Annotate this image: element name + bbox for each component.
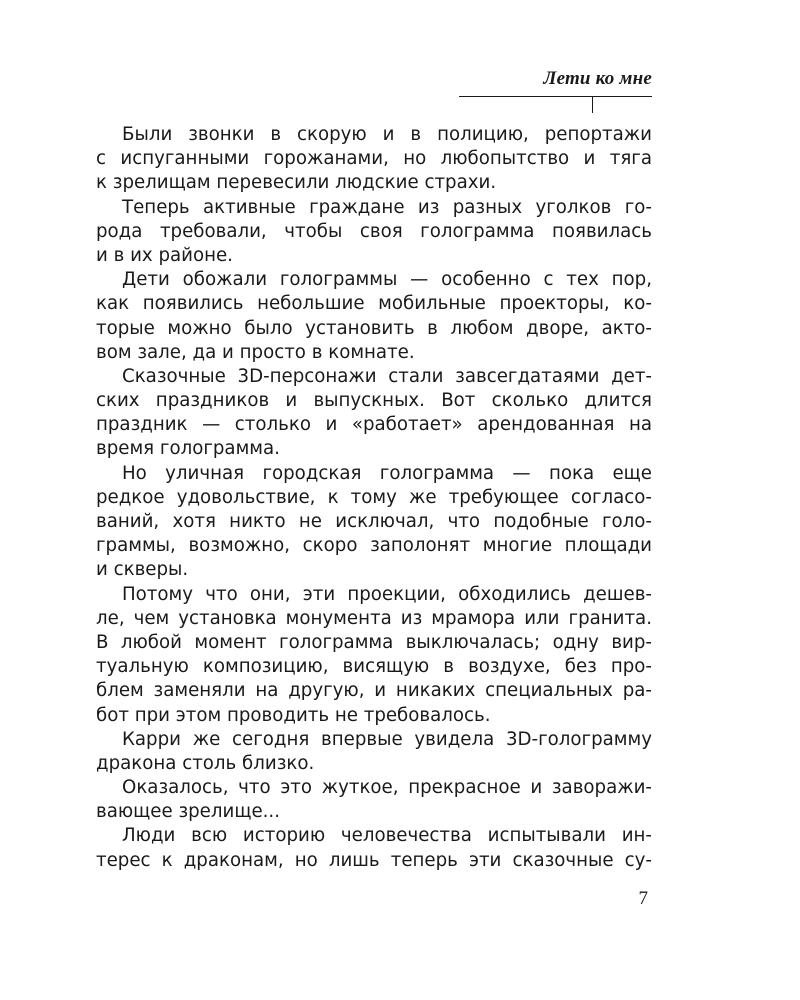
text-line: время голограмма. (96, 438, 280, 460)
text-line: Теперь активные граждане из разных уголков го- (122, 196, 652, 218)
text-line: рода требовали, чтобы своя голограмма появилась (96, 220, 652, 242)
text-line: к зрелищам перевесили людские страхи. (96, 172, 497, 194)
text-line: дракона столь близко. (96, 752, 315, 774)
text-line: ваний, хотя никто не исключал, что подобные голо- (96, 511, 652, 532)
header-rule-tick (592, 96, 593, 113)
text-line: Оказалось, что это жуткое, прекрасное и заворажи- (122, 777, 652, 799)
text-line: и в их районе. (96, 244, 233, 266)
text-line: Потому что они, эти проекции, обходились дешев- (122, 583, 652, 605)
text-line: вом зале, да и просто в комнате. (96, 341, 415, 363)
text-line: Сказочные 3D-персонажи стали завсегдатаями дет- (122, 365, 652, 387)
text-line: Но уличная городская голограмма — пока еще (122, 462, 652, 484)
text-line: терес к драконам, но лишь теперь эти сказочные су- (96, 849, 652, 871)
text-line: ских праздников и выпускных. Вот сколько длится (96, 390, 652, 412)
page-number: 7 (638, 888, 648, 909)
text-line: ле, чем установка монумента из мрамора или гранита. (96, 607, 652, 629)
text-line: с испуганными горожанами, но любопытство и тяга (96, 148, 652, 170)
text-line: Дети обожали голограммы — особенно с тех пор, (122, 269, 652, 291)
text-line: вающее зрелище... (96, 801, 280, 823)
header-rule (459, 96, 652, 97)
text-line: и скверы. (96, 559, 189, 581)
text-line: Карри же сегодня впервые увидела 3D-голограмму (122, 728, 652, 750)
text-line: бот при этом проводить не требовалось. (96, 704, 491, 726)
text-line: Были звонки в скорую и в полицию, репортажи (122, 124, 652, 145)
running-header-title: Лети ко мне (543, 68, 652, 89)
text-line: Люди всю историю человечества испытывали ин- (122, 825, 652, 847)
text-line: редкое удовольствие, к тому же требующее согласо- (96, 486, 652, 508)
text-line: блем заменяли на другую, и никаких специальных ра- (96, 680, 652, 702)
body-text (96, 123, 652, 873)
text-line: В любой момент голограмма выключалась; одну вир- (96, 631, 652, 653)
text-line: граммы, возможно, скоро заполонят многие площади (96, 535, 652, 557)
text-line: торые можно было установить в любом дворе, акто- (96, 317, 652, 339)
text-line: туальную композицию, висящую в воздухе, без про- (96, 656, 652, 678)
text-line: праздник — столько и «работает» арендованная на (96, 414, 652, 436)
text-line: как появились небольшие мобильные проекторы, ко- (96, 293, 652, 315)
